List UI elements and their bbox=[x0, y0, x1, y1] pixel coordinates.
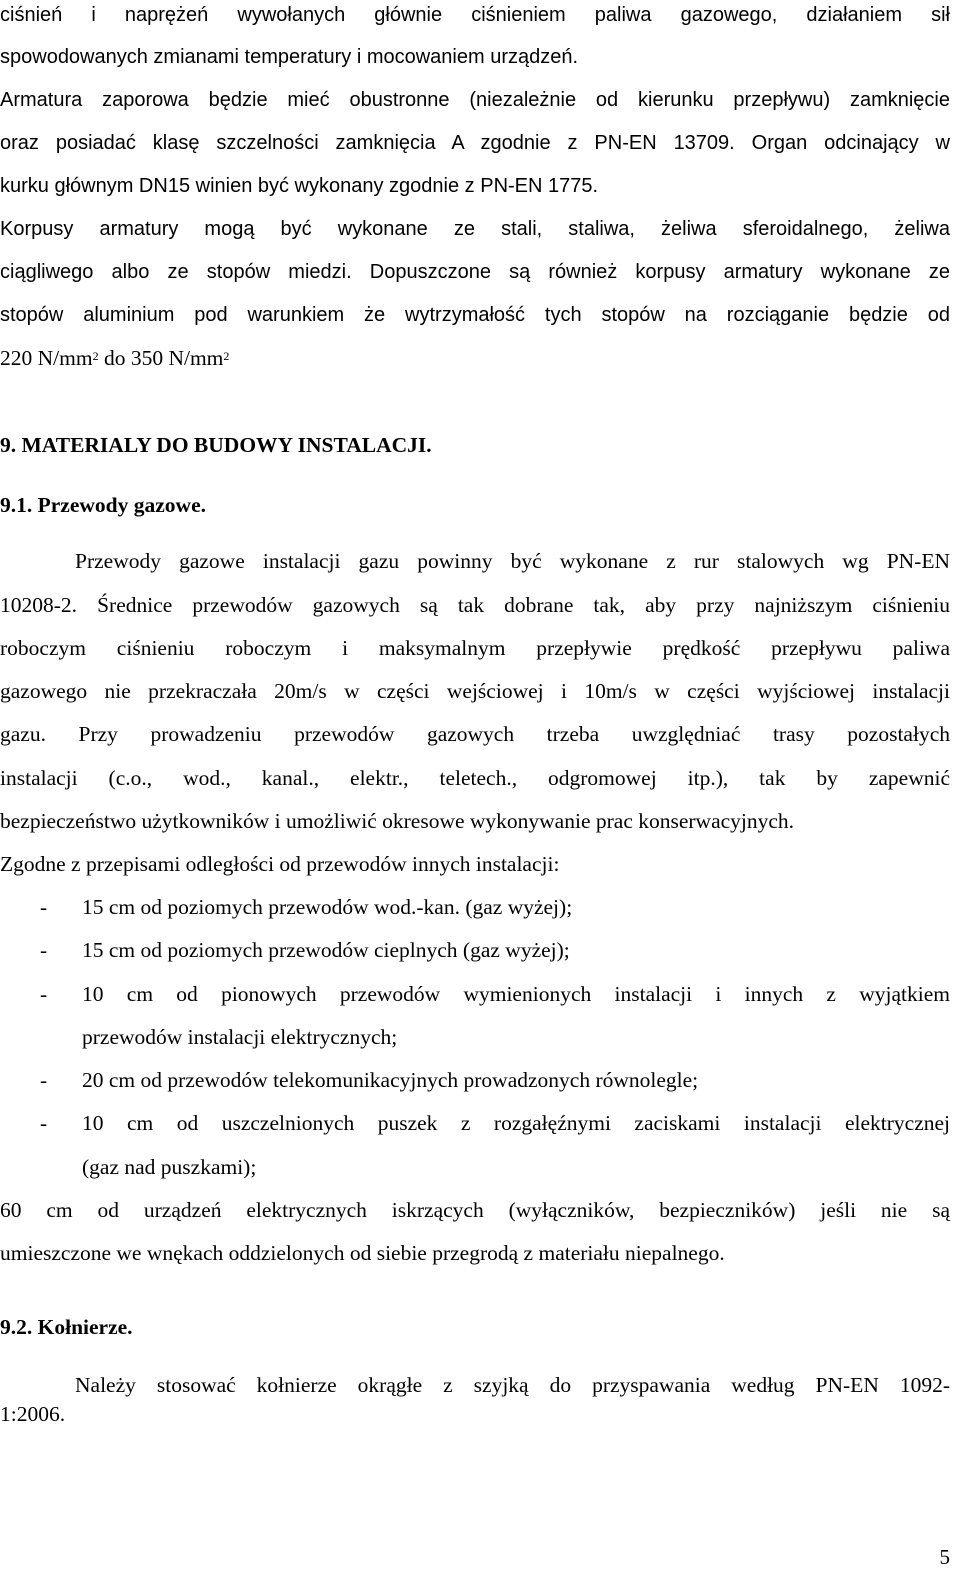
list-item-text: przewodów instalacji elektrycznych; bbox=[82, 1025, 398, 1049]
list-dash: - bbox=[40, 938, 48, 962]
para2-line-1: Przewody gazowe instalacji gazu powinny być wykonane z rur stalowych wg PN-EN bbox=[75, 549, 950, 573]
section-heading-9-2: 9.2. Kołnierze. bbox=[0, 1315, 133, 1339]
para3-line-2: umieszczone we wnękach oddzielonych od siebie przegrodą z materiału niepalnego. bbox=[0, 1241, 725, 1265]
list-dash: - bbox=[40, 1068, 48, 1092]
value-220: 220 N/mm bbox=[0, 346, 93, 370]
list-item-text: 15 cm od poziomych przewodów cieplnych (gaz wyżej); bbox=[82, 938, 570, 962]
para1-line-2: spowodowanych zmianami temperatury i mocowaniem urządzeń. bbox=[0, 46, 579, 68]
para1-line-6: Korpusy armatury mogą być wykonane ze stali, staliwa, żeliwa sferoidalnego, żeliwa bbox=[0, 218, 950, 240]
para2-line-4: gazowego nie przekraczała 20m/s w części wejściowej i 10m/s w części wyjściowej instalacji bbox=[0, 679, 950, 703]
list-item-text: 20 cm od przewodów telekomunikacyjnych prowadzonych równolegle; bbox=[82, 1068, 699, 1092]
para1-line-8: stopów aluminium pod warunkiem że wytrzymałość tych stopów na rozciąganie będzie od bbox=[0, 304, 950, 326]
section-heading-9: 9. MATERIALY DO BUDOWY INSTALACJI. bbox=[0, 433, 432, 457]
list-dash: - bbox=[40, 982, 48, 1006]
list-dash: - bbox=[40, 1111, 48, 1135]
para1-line-3: Armatura zaporowa będzie mieć obustronne (niezależnie od kierunku przepływu) zamknięcie bbox=[0, 89, 950, 111]
page-number: 5 bbox=[939, 1545, 950, 1569]
superscript-2b: 2 bbox=[223, 349, 230, 363]
para2-line-2: 10208-2. Średnice przewodów gazowych są tak dobrane tak, aby przy najniższym ciśnieniu bbox=[0, 593, 950, 617]
para2-line-7: bezpieczeństwo użytkowników i umożliwić okresowe wykonywanie prac konserwacyjnych. bbox=[0, 809, 795, 833]
para2-line-8: Zgodne z przepisami odległości od przewodów innych instalacji: bbox=[0, 852, 560, 876]
para1-line-7: ciągliwego albo ze stopów miedzi. Dopuszczone są również korpusy armatury wykonane ze bbox=[0, 261, 950, 283]
para2-line-3: roboczym ciśnieniu roboczym i maksymalnym przepływie prędkość przepływu paliwa bbox=[0, 636, 950, 660]
value-350: do 350 N/mm bbox=[98, 346, 224, 370]
para1-line-4: oraz posiadać klasę szczelności zamknięcia A zgodnie z PN-EN 13709. Organ odcinający w bbox=[0, 132, 950, 154]
para4-line-1: Należy stosować kołnierze okrągłe z szyjką do przyspawania według PN-EN 1092- bbox=[75, 1373, 950, 1397]
list-dash: - bbox=[40, 895, 48, 919]
list-item-text: (gaz nad puszkami); bbox=[82, 1155, 257, 1179]
para4-line-2: 1:2006. bbox=[0, 1402, 66, 1426]
para2-line-6: instalacji (c.o., wod., kanal., elektr., teletech., odgromowej itp.), tak by zapewnić bbox=[0, 766, 950, 790]
list-item-text: 15 cm od poziomych przewodów wod.-kan. (gaz wyżej); bbox=[82, 895, 573, 919]
para1-line-9 bbox=[0, 343, 950, 373]
list-item-text: 10 cm od uszczelnionych puszek z rozgałęźnymi zaciskami instalacji elektrycznej bbox=[82, 1111, 950, 1135]
superscript-2: 2 bbox=[92, 349, 99, 363]
para1-line-5: kurku głównym DN15 winien być wykonany zgodnie z PN-EN 1775. bbox=[0, 175, 599, 197]
para3-line-1: 60 cm od urządzeń elektrycznych iskrzących (wyłączników, bezpieczników) jeśli nie są bbox=[0, 1198, 950, 1222]
list-item-text: 10 cm od pionowych przewodów wymienionych instalacji i innych z wyjątkiem bbox=[82, 982, 950, 1006]
section-heading-9-1: 9.1. Przewody gazowe. bbox=[0, 493, 206, 517]
para1-line-1: ciśnień i naprężeń wywołanych głównie ciśnieniem paliwa gazowego, działaniem sił bbox=[0, 4, 950, 26]
para2-line-5: gazu. Przy prowadzeniu przewodów gazowych trzeba uwzględniać trasy pozostałych bbox=[0, 722, 950, 746]
